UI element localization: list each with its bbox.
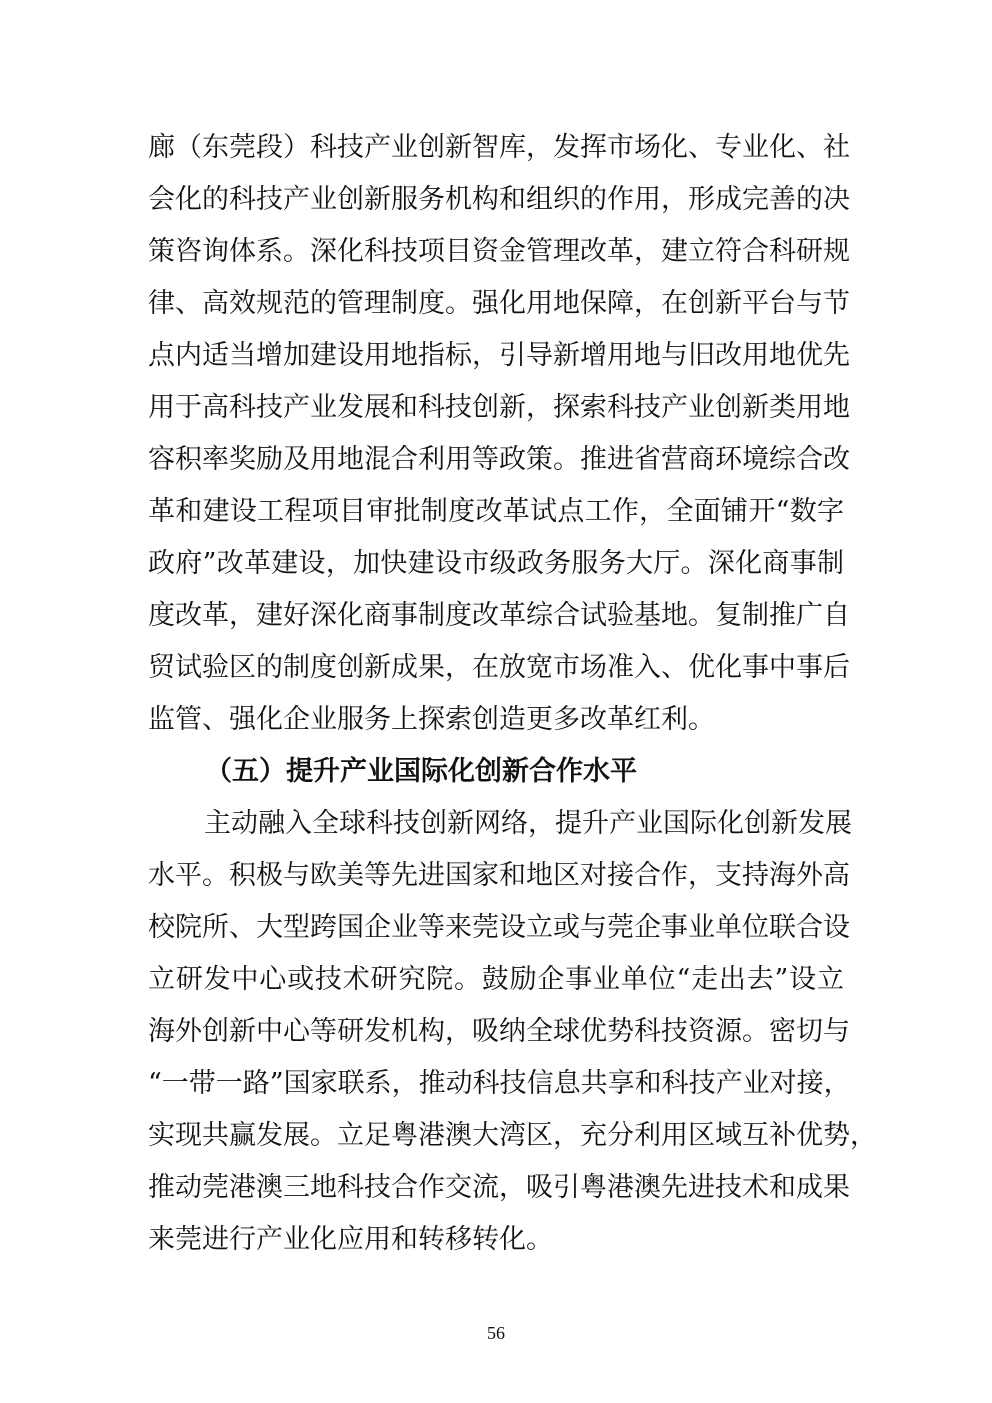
paragraph-line: 推动莞港澳三地科技合作交流，吸引粤港澳先进技术和成果 <box>148 1172 850 1203</box>
paragraph-line: 廊（东莞段）科技产业创新智库，发挥市场化、专业化、社 <box>148 132 850 163</box>
paragraph-line: 策咨询体系。深化科技项目资金管理改革，建立符合科研规 <box>148 236 850 267</box>
paragraph-line: “一带一路”国家联系，推动科技信息共享和科技产业对接， <box>148 1068 851 1099</box>
paragraph-line: 实现共赢发展。立足粤港澳大湾区，充分利用区域互补优势， <box>148 1120 877 1151</box>
paragraph-line: 律、高效规范的管理制度。强化用地保障，在创新平台与节 <box>148 288 850 319</box>
page-number: 56 <box>487 1323 505 1343</box>
section-heading: （五）提升产业国际化创新合作水平 <box>205 756 637 787</box>
paragraph-line: 容积率奖励及用地混合利用等政策。推进省营商环境综合改 <box>148 444 850 475</box>
paragraph-line: 水平。积极与欧美等先进国家和地区对接合作，支持海外高 <box>148 860 850 891</box>
paragraph-line: 用于高科技产业发展和科技创新，探索科技产业创新类用地 <box>148 392 850 423</box>
paragraph-line: 监管、强化企业服务上探索创造更多改革红利。 <box>148 704 715 735</box>
paragraph-line: 政府”改革建设，加快建设市级政务服务大厅。深化商事制 <box>148 548 844 579</box>
paragraph-line: 海外创新中心等研发机构，吸纳全球优势科技资源。密切与 <box>148 1016 850 1047</box>
paragraph-line: 点内适当增加建设用地指标，引导新增用地与旧改用地优先 <box>148 340 850 371</box>
paragraph-line: 来莞进行产业化应用和转移转化。 <box>148 1224 553 1255</box>
paragraph-line: 立研发中心或技术研究院。鼓励企事业单位“走出去”设立 <box>148 964 844 995</box>
paragraph-line: 主动融入全球科技创新网络，提升产业国际化创新发展 <box>204 808 852 839</box>
paragraph-line: 度改革，建好深化商事制度改革综合试验基地。复制推广自 <box>148 600 850 631</box>
paragraph-line: 会化的科技产业创新服务机构和组织的作用，形成完善的决 <box>148 184 850 215</box>
paragraph-line: 校院所、大型跨国企业等来莞设立或与莞企事业单位联合设 <box>148 912 850 943</box>
paragraph-line: 革和建设工程项目审批制度改革试点工作，全面铺开“数字 <box>148 496 844 527</box>
paragraph-line: 贸试验区的制度创新成果，在放宽市场准入、优化事中事后 <box>148 652 850 683</box>
